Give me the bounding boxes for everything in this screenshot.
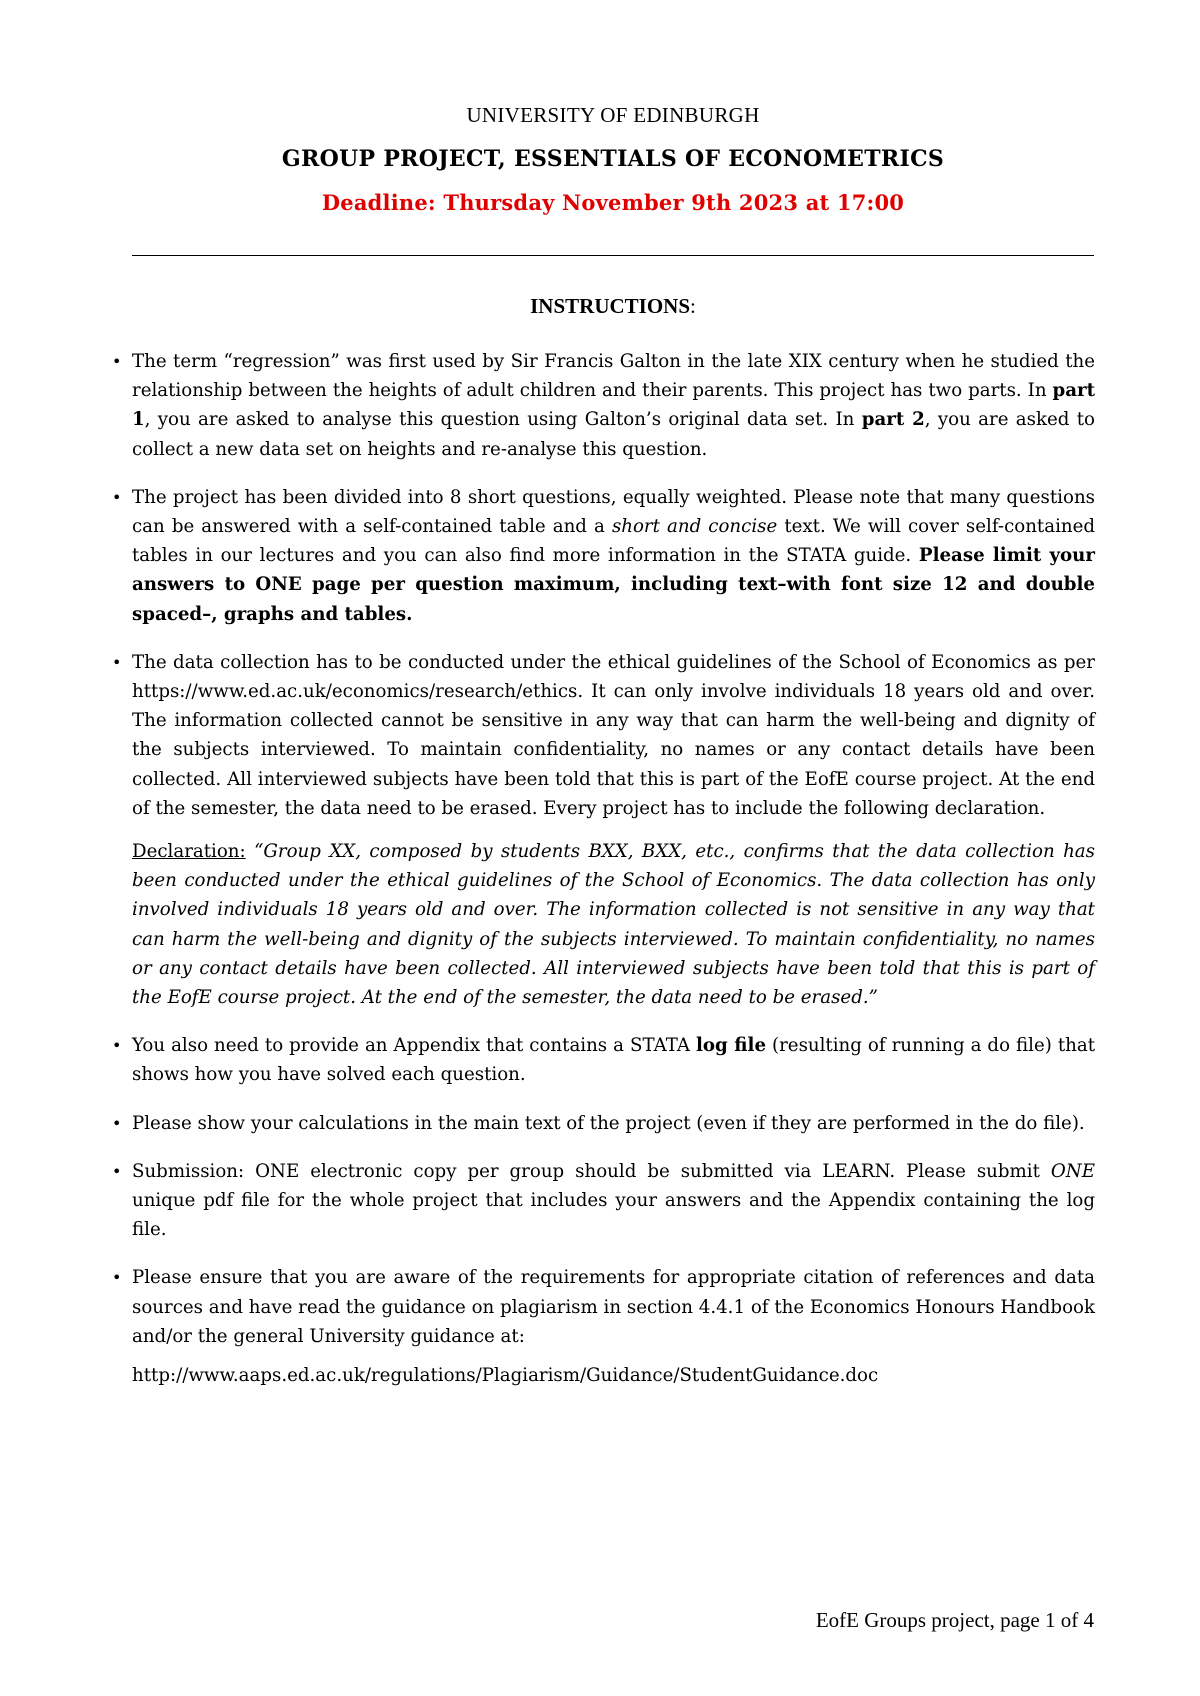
- page-footer: EofE Groups project, page 1 of 4: [815, 1608, 1094, 1632]
- bullet6-text-a: Submission: ONE electronic copy per group should be submitted via LEARN. Please submit: [132, 1160, 1051, 1182]
- bullet-icon: •: [112, 1036, 122, 1056]
- bullet1-text-c: , you are asked to collect a new data set on heights and re-analyse this question.: [132, 409, 1095, 460]
- bullet1-part2: part 2: [861, 409, 925, 431]
- bullet4-text-a: You also need to provide an Appendix that contains a STATA: [132, 1035, 696, 1057]
- declaration-label: Declaration:: [132, 841, 246, 863]
- instructions-heading-text: INSTRUCTIONS: [530, 294, 691, 318]
- bullet2-text-a: The project has been divided into 8 short questions, equally weighted. Please note that many questions can be answered with a self-contained table and a: [132, 486, 1095, 538]
- bullet-icon: •: [112, 487, 122, 507]
- bullet6-text-b: unique pdf file for the whole project that includes your answers and the Appendix containing the log file.: [132, 1190, 1095, 1241]
- bullet7-text: Please ensure that you are aware of the requirements for appropriate citation of references and data sources and have read the guidance on plagiarism in section 4.4.1 of the Economics Honours Handbook and/or the general University guidance at:: [132, 1267, 1095, 1347]
- bullet2-text-b: text. We will cover self-contained tables in our lectures and you can also find more information in the STATA guide.: [132, 516, 1096, 567]
- list-item-submission: [112, 1157, 1095, 1245]
- header-divider: [132, 255, 1094, 256]
- declaration-block: [132, 837, 1095, 1012]
- bullet4-log-file: log file: [696, 1035, 767, 1057]
- university-name: UNIVERSITY OF EDINBURGH: [466, 103, 760, 127]
- list-item-plagiarism: [112, 1263, 1095, 1390]
- bullet-icon: •: [112, 1161, 122, 1181]
- bullet-icon: •: [112, 1268, 122, 1288]
- list-item-project-questions: [112, 483, 1096, 629]
- bullet2-page-limit: Please limit your answers to ONE page per question maximum, including text–with font size 12 and double spaced–, graphs and tables.: [132, 545, 1095, 625]
- document-header: [132, 100, 1094, 218]
- bullet3-text: The data collection has to be conducted under the ethical guidelines of the School of Economics as per https://www.ed.ac.uk/economics/research/ethics. It can only involve individuals 18 years old and over. The information collected cannot be sensitive in any way that can harm the well-being and dignity of the subjects interviewed. To maintain confidentiality, no names or any contact details have been collected. All interviewed subjects have been told that this is part of the EofE course project. At the end of the semester, the data need to be erased. Every project has to include the following declaration.: [132, 651, 1095, 819]
- bullet1-part1: part 1: [132, 380, 1095, 431]
- plagiarism-guidance-link[interactable]: http://www.aaps.ed.ac.uk/regulations/Plagiarism/Guidance/StudentGuidance.doc: [132, 1365, 879, 1387]
- list-item-data-collection: [112, 648, 1095, 1012]
- bullet1-text-b: , you are asked to analyse this question using Galton’s original data set. In: [144, 409, 862, 431]
- bullet-icon: •: [112, 1113, 122, 1133]
- instructions-list: [112, 347, 1096, 1390]
- list-item-appendix: [112, 1031, 1096, 1089]
- bullet-icon: •: [112, 352, 122, 371]
- bullet-icon: •: [112, 652, 122, 672]
- declaration-text: “Group XX, composed by students BXX, BXX, etc., confirms that the data collection has been conducted under the ethical guidelines of the School of Economics. The data collection has only involved individuals 18 years old and over. The information collected is not sensitive in any way that can harm the well-being and dignity of the subjects interviewed. To maintain confidentiality, no names or any contact details have been collected. All interviewed subjects have been told that this is part of the EofE course project. At the end of the semester, the data need to be erased.”: [132, 841, 1095, 1009]
- bullet4-text-b: (resulting of running a do file) that shows how you have solved each question.: [132, 1035, 1096, 1086]
- list-item-regression-history: [112, 347, 1095, 464]
- list-item-calculations: [112, 1109, 1095, 1138]
- bullet1-text-a: The term “regression” was first used by Sir Francis Galton in the late XIX century when he studied the relationship between the heights of adult children and their parents. This project has two parts. In: [132, 351, 1095, 402]
- instructions-heading: [132, 292, 1094, 320]
- deadline-line: Deadline: Thursday November 9th 2023 at 17:00: [321, 190, 905, 215]
- bullet2-short-concise: short and concise: [611, 516, 778, 538]
- bullet5-text: Please show your calculations in the main text of the project (even if they are performed in the do file).: [132, 1112, 1085, 1134]
- bullet6-one: ONE: [1050, 1160, 1095, 1182]
- project-title: GROUP PROJECT, ESSENTIALS OF ECONOMETRICS: [281, 146, 945, 172]
- instructions-heading-colon: :: [690, 294, 696, 318]
- instructions-body: [112, 347, 1096, 1409]
